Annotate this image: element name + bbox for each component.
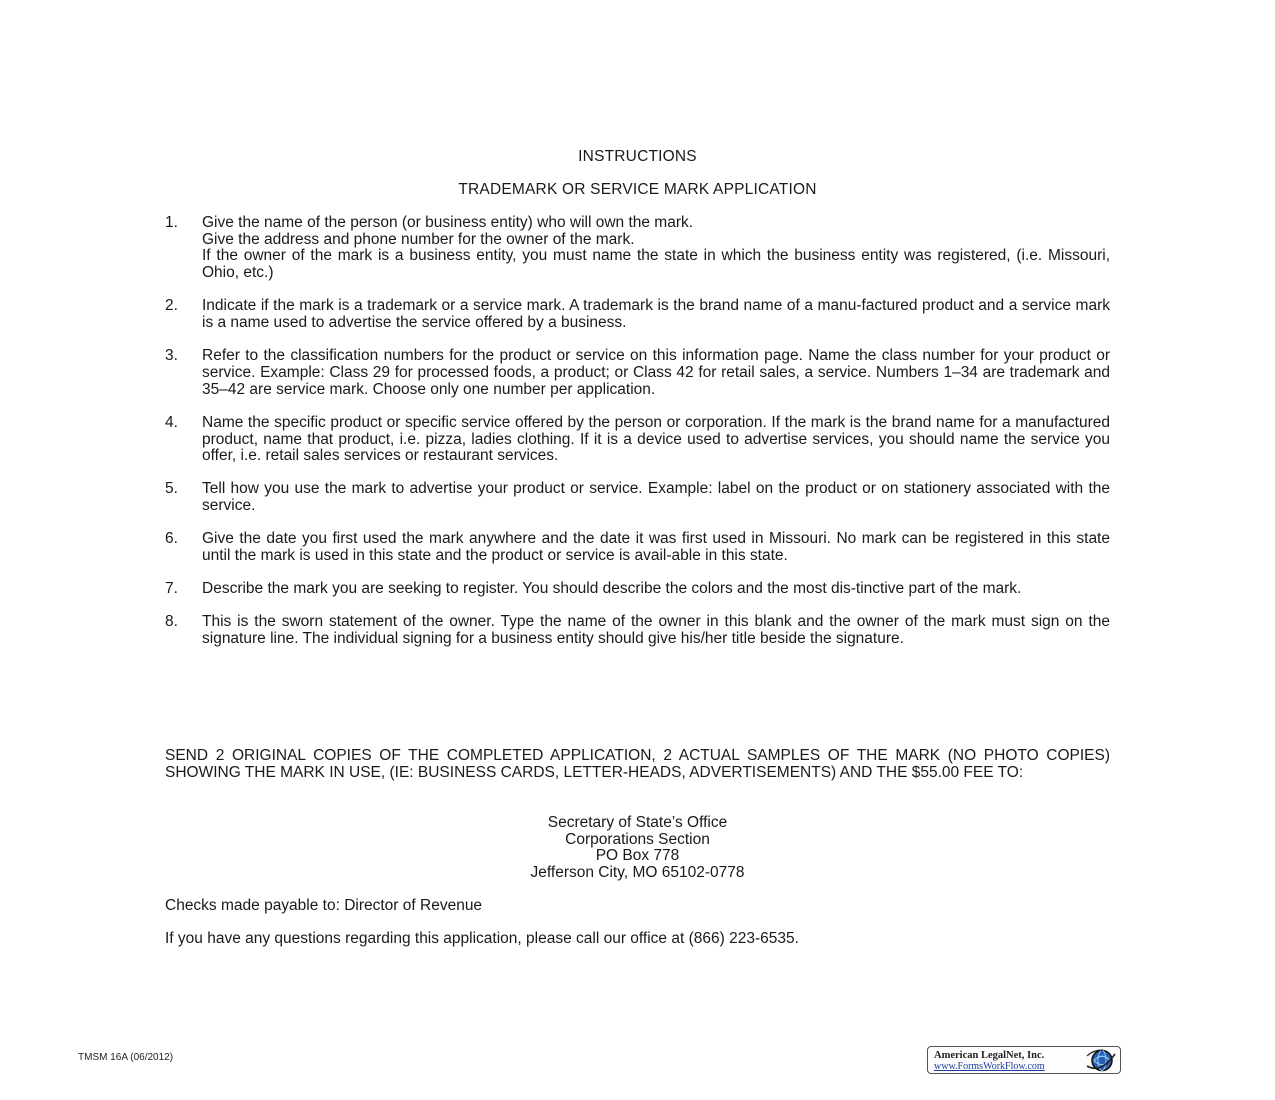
publisher-name: American LegalNet, Inc. [934,1050,1045,1061]
address-line-3: PO Box 778 [595,847,680,865]
instruction-item-8 [165,614,1110,647]
instruction-number: 8. [165,613,178,631]
instructions-list [165,215,1110,664]
checks-payable-note: Checks made payable to: Director of Revenue [165,897,483,914]
instruction-number: 7. [165,580,178,598]
instruction-item-2 [165,298,1110,331]
contact-note: If you have any questions regarding this application, please call our office at (866) 223-6535. [165,930,799,947]
instruction-item-3 [165,348,1110,398]
instruction-number: 3. [165,347,178,365]
instruction-text: Name the specific product or specific service offered by the person or corporation. If the mark is the brand name for a manufactured product, name that product, i.e. pizza, ladies clothing. If it is a device used to advertise services, you should name the service you offer, i.e. retail sales services or restaurant services. [202,413,1110,465]
instruction-number: 6. [165,530,178,548]
instruction-text: Give the name of the person (or business entity) who will own the mark. Give the address and phone number for the owner of the mark. If the owner of the mark is a business entity, you must name the state in which the business entity was registered, (i.e. Missouri, Ohio, etc.) [202,214,1110,282]
globe-logo-icon [1083,1048,1117,1073]
send-instructions: SEND 2 ORIGINAL COPIES OF THE COMPLETED APPLICATION, 2 ACTUAL SAMPLES OF THE MARK (NO PHOTO COPIES) SHOWING THE MARK IN USE, (IE: BUSINESS CARDS, LETTER-HEADS, ADVERTISEMENTS) AND THE $55.00 FEE TO: [165,747,1110,781]
instruction-item-5 [165,481,1110,514]
instruction-number: 5. [165,480,178,498]
mailing-address [0,815,1275,882]
instruction-number: 2. [165,297,178,315]
instruction-item-1 [165,215,1110,282]
instruction-item-4 [165,415,1110,465]
instruction-item-7 [165,581,1110,598]
page-subtitle: TRADEMARK OR SERVICE MARK APPLICATION [458,181,817,198]
publisher-link[interactable]: www.FormsWorkFlow.com [934,1061,1045,1072]
instruction-text: Tell how you use the mark to advertise your product or service. Example: label on the product or on stationery associated with the service. [202,480,1110,515]
address-line-1: Secretary of State’s Office [547,814,728,831]
instruction-text: This is the sworn statement of the owner. Type the name of the owner in this blank and the owner of the mark must sign on the signature line. The individual signing for a business entity should give his/her title beside the signature. [202,613,1110,648]
instruction-item-6 [165,531,1110,564]
instruction-text: Indicate if the mark is a trademark or a service mark. A trademark is the brand name of a manu-factured product and a service mark is a name used to advertise the service offered by a business. [202,297,1110,332]
address-line-2: Corporations Section [565,830,710,848]
page-title: INSTRUCTIONS [578,148,697,165]
instruction-number: 1. [165,214,178,231]
publisher-badge[interactable] [927,1046,1121,1074]
instruction-number: 4. [165,413,178,431]
address-line-4: Jefferson City, MO 65102-0778 [530,864,745,882]
instruction-text: Give the date you first used the mark anywhere and the date it was first used in Missouri. No mark can be registered in this state until the mark is used in this state and the product or service is avail-able in this state. [202,530,1110,565]
instruction-text: Refer to the classification numbers for the product or service on this information page. Name the class number for your product or service. Example: Class 29 for processed foods, a product; or Class 42 for retail sales, a service. Numbers 1–34 are trademark and 35–42 are service mark. Choose only one number per application. [202,347,1110,398]
form-id: TMSM 16A (06/2012) [78,1052,174,1063]
instruction-text: Describe the mark you are seeking to register. You should describe the colors and the most dis-tinctive part of the mark. [202,580,1022,598]
